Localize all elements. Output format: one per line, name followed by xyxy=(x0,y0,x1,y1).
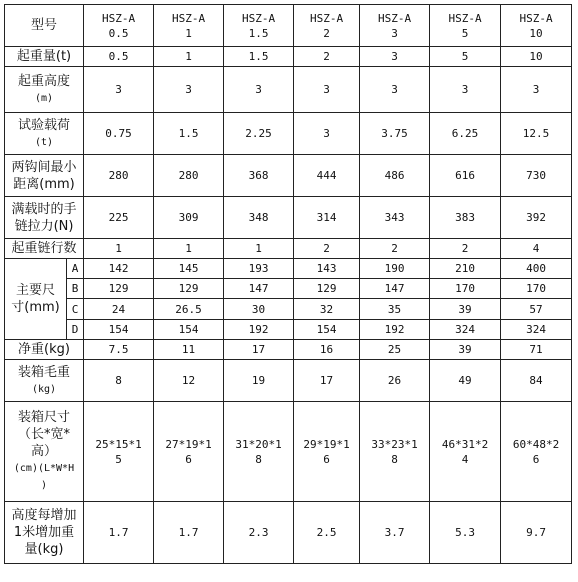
model-cell: HSZ-A 5 xyxy=(430,5,501,47)
model-cell: HSZ-A 0.5 xyxy=(84,5,154,47)
value-cell: 24 xyxy=(84,299,154,320)
value-cell: 343 xyxy=(360,197,430,239)
value-cell: 1 xyxy=(84,239,154,259)
value-cell: 2.25 xyxy=(224,113,294,155)
value-cell: 3 xyxy=(154,67,224,113)
value-cell: 1 xyxy=(154,239,224,259)
value-cell: 3 xyxy=(294,113,360,155)
value-cell: 147 xyxy=(224,279,294,299)
header-label: 型号 xyxy=(5,5,84,47)
value-cell: 616 xyxy=(430,155,501,197)
value-cell: 1 xyxy=(224,239,294,259)
value-cell: 29*19*1 6 xyxy=(294,402,360,502)
table-row xyxy=(5,360,572,402)
value-cell: 280 xyxy=(154,155,224,197)
value-cell: 10 xyxy=(501,47,572,67)
value-cell: 32 xyxy=(294,299,360,320)
value-cell: 368 xyxy=(224,155,294,197)
value-cell: 170 xyxy=(430,279,501,299)
value-cell: 33*23*1 8 xyxy=(360,402,430,502)
value-cell: 35 xyxy=(360,299,430,320)
value-cell: 5.3 xyxy=(430,502,501,564)
value-cell: 3 xyxy=(294,67,360,113)
value-cell: 27*19*1 6 xyxy=(154,402,224,502)
row-label: 满载时的手 链拉力(N) xyxy=(5,197,84,239)
table-row xyxy=(5,340,572,360)
value-cell: 142 xyxy=(84,259,154,279)
row-label: 试验载荷 (t) xyxy=(5,113,84,155)
value-cell: 6.25 xyxy=(430,113,501,155)
value-cell: 4 xyxy=(501,239,572,259)
value-cell: 46*31*2 4 xyxy=(430,402,501,502)
row-label: 起重量(t) xyxy=(5,47,84,67)
value-cell: 30 xyxy=(224,299,294,320)
value-cell: 486 xyxy=(360,155,430,197)
value-cell: 31*20*1 8 xyxy=(224,402,294,502)
row-label: 装箱尺寸 （长*宽* 高） (cm)(L*W*H ) xyxy=(5,402,84,502)
value-cell: 3.75 xyxy=(360,113,430,155)
row-label: 高度每增加 1米增加重 量(kg) xyxy=(5,502,84,564)
value-cell: 19 xyxy=(224,360,294,402)
row-label: 净重(kg) xyxy=(5,340,84,360)
value-cell: 1.7 xyxy=(84,502,154,564)
row-label: 起重高度 (m) xyxy=(5,67,84,113)
model-cell: HSZ-A 2 xyxy=(294,5,360,47)
table-row xyxy=(5,47,572,67)
value-cell: 210 xyxy=(430,259,501,279)
table-row xyxy=(5,197,572,239)
value-cell: 11 xyxy=(154,340,224,360)
value-cell: 348 xyxy=(224,197,294,239)
model-cell: HSZ-A 1 xyxy=(154,5,224,47)
value-cell: 2 xyxy=(430,239,501,259)
value-cell: 16 xyxy=(294,340,360,360)
value-cell: 193 xyxy=(224,259,294,279)
value-cell: 129 xyxy=(154,279,224,299)
table-row xyxy=(5,402,572,502)
row-label: 装箱毛重 (kg) xyxy=(5,360,84,402)
dimension-key: C xyxy=(67,299,84,320)
value-cell: 143 xyxy=(294,259,360,279)
value-cell: 1.5 xyxy=(154,113,224,155)
value-cell: 1.7 xyxy=(154,502,224,564)
value-cell: 147 xyxy=(360,279,430,299)
value-cell: 192 xyxy=(224,320,294,340)
value-cell: 3 xyxy=(360,67,430,113)
value-cell: 9.7 xyxy=(501,502,572,564)
value-cell: 309 xyxy=(154,197,224,239)
value-cell: 444 xyxy=(294,155,360,197)
dimension-row xyxy=(5,320,572,340)
value-cell: 190 xyxy=(360,259,430,279)
value-cell: 57 xyxy=(501,299,572,320)
value-cell: 192 xyxy=(360,320,430,340)
value-cell: 3.7 xyxy=(360,502,430,564)
value-cell: 25 xyxy=(360,340,430,360)
value-cell: 17 xyxy=(224,340,294,360)
value-cell: 3 xyxy=(224,67,294,113)
model-cell: HSZ-A 1.5 xyxy=(224,5,294,47)
value-cell: 154 xyxy=(84,320,154,340)
table-row xyxy=(5,502,572,564)
dimension-key: B xyxy=(67,279,84,299)
dimension-row xyxy=(5,299,572,320)
value-cell: 225 xyxy=(84,197,154,239)
value-cell: 324 xyxy=(501,320,572,340)
value-cell: 383 xyxy=(430,197,501,239)
value-cell: 3 xyxy=(501,67,572,113)
dimension-key: D xyxy=(67,320,84,340)
spec-table xyxy=(4,4,572,564)
value-cell: 49 xyxy=(430,360,501,402)
table-row xyxy=(5,155,572,197)
value-cell: 154 xyxy=(294,320,360,340)
value-cell: 280 xyxy=(84,155,154,197)
value-cell: 84 xyxy=(501,360,572,402)
value-cell: 2 xyxy=(360,239,430,259)
value-cell: 1.5 xyxy=(224,47,294,67)
value-cell: 170 xyxy=(501,279,572,299)
value-cell: 730 xyxy=(501,155,572,197)
value-cell: 2 xyxy=(294,47,360,67)
row-label: 起重链行数 xyxy=(5,239,84,259)
table-row xyxy=(5,239,572,259)
value-cell: 7.5 xyxy=(84,340,154,360)
value-cell: 129 xyxy=(294,279,360,299)
value-cell: 39 xyxy=(430,340,501,360)
value-cell: 154 xyxy=(154,320,224,340)
value-cell: 39 xyxy=(430,299,501,320)
row-label: 两钩间最小 距离(mm) xyxy=(5,155,84,197)
value-cell: 60*48*2 6 xyxy=(501,402,572,502)
value-cell: 12 xyxy=(154,360,224,402)
value-cell: 0.5 xyxy=(84,47,154,67)
header-row xyxy=(5,5,572,47)
dimension-label: 主要尺 寸(mm) xyxy=(5,259,67,340)
value-cell: 0.75 xyxy=(84,113,154,155)
dimension-key: A xyxy=(67,259,84,279)
value-cell: 71 xyxy=(501,340,572,360)
value-cell: 3 xyxy=(84,67,154,113)
table-row xyxy=(5,67,572,113)
dimension-row xyxy=(5,259,572,279)
value-cell: 17 xyxy=(294,360,360,402)
value-cell: 1 xyxy=(154,47,224,67)
model-cell: HSZ-A 3 xyxy=(360,5,430,47)
value-cell: 324 xyxy=(430,320,501,340)
value-cell: 3 xyxy=(360,47,430,67)
spec-table-container xyxy=(4,4,572,564)
value-cell: 26 xyxy=(360,360,430,402)
value-cell: 5 xyxy=(430,47,501,67)
model-cell: HSZ-A 10 xyxy=(501,5,572,47)
dimension-row xyxy=(5,279,572,299)
value-cell: 2 xyxy=(294,239,360,259)
value-cell: 2.3 xyxy=(224,502,294,564)
value-cell: 26.5 xyxy=(154,299,224,320)
table-row xyxy=(5,113,572,155)
value-cell: 3 xyxy=(430,67,501,113)
value-cell: 145 xyxy=(154,259,224,279)
value-cell: 129 xyxy=(84,279,154,299)
value-cell: 2.5 xyxy=(294,502,360,564)
value-cell: 8 xyxy=(84,360,154,402)
value-cell: 314 xyxy=(294,197,360,239)
value-cell: 25*15*1 5 xyxy=(84,402,154,502)
value-cell: 12.5 xyxy=(501,113,572,155)
value-cell: 400 xyxy=(501,259,572,279)
value-cell: 392 xyxy=(501,197,572,239)
